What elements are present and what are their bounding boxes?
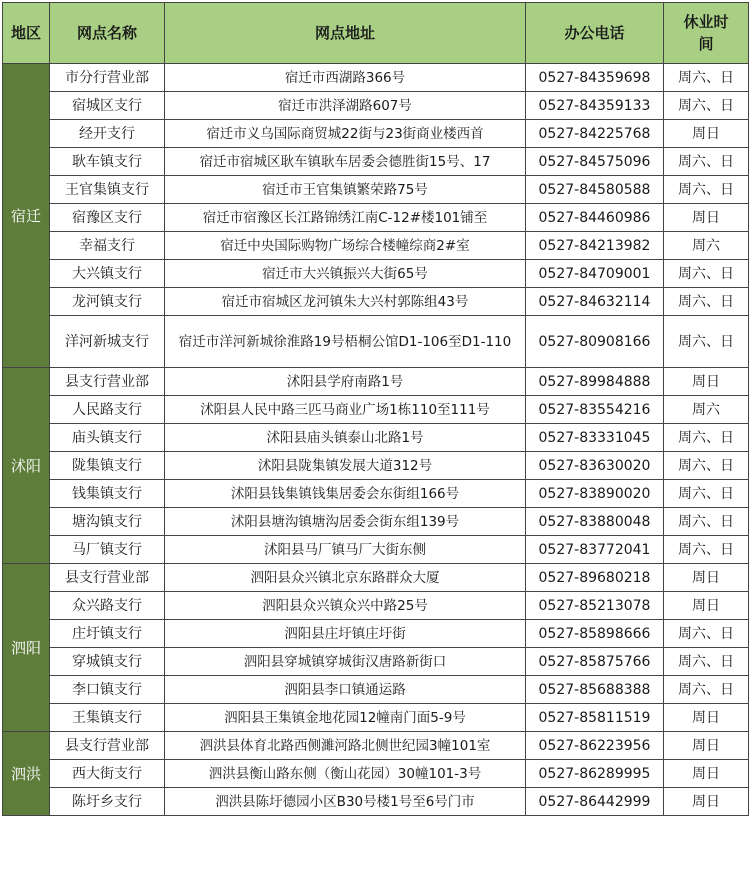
address-cell: 宿迁市宿豫区长江路锦绣江南C-12#楼101铺至: [165, 204, 526, 232]
branch-table: [2, 2, 749, 816]
closed-time-cell: 周日: [664, 564, 749, 592]
branch-name-cell: 庄圩镇支行: [50, 620, 165, 648]
branch-name-cell: 王集镇支行: [50, 704, 165, 732]
table-row: [3, 732, 749, 760]
branch-name-cell: 市分行营业部: [50, 64, 165, 92]
branch-name-cell: 大兴镇支行: [50, 260, 165, 288]
address-cell: 沭阳县庙头镇泰山北路1号: [165, 424, 526, 452]
table-row: [3, 536, 749, 564]
phone-cell: 0527-86223956: [526, 732, 664, 760]
closed-time-cell: 周日: [664, 592, 749, 620]
address-cell: 泗阳县众兴镇北京东路群众大厦: [165, 564, 526, 592]
address-cell: 泗阳县庄圩镇庄圩街: [165, 620, 526, 648]
table-row: [3, 424, 749, 452]
table-row: [3, 704, 749, 732]
phone-cell: 0527-84359698: [526, 64, 664, 92]
table-row: [3, 288, 749, 316]
header-row: [3, 3, 749, 64]
table-row: [3, 148, 749, 176]
address-cell: 泗阳县李口镇通运路: [165, 676, 526, 704]
branch-name-cell: 幸福支行: [50, 232, 165, 260]
table-row: [3, 480, 749, 508]
address-cell: 沭阳县马厂镇马厂大街东侧: [165, 536, 526, 564]
address-cell: 泗洪县陈圩德园小区B30号楼1号至6号门市: [165, 788, 526, 816]
header-branch-name: 网点名称: [50, 3, 165, 64]
phone-cell: 0527-89680218: [526, 564, 664, 592]
table-row: [3, 648, 749, 676]
address-cell: 宿迁市宿城区龙河镇朱大兴村郭陈组43号: [165, 288, 526, 316]
address-cell: 宿迁市王官集镇繁荣路75号: [165, 176, 526, 204]
branch-name-cell: 马厂镇支行: [50, 536, 165, 564]
phone-cell: 0527-83630020: [526, 452, 664, 480]
table-row: [3, 788, 749, 816]
closed-time-cell: 周六、日: [664, 316, 749, 368]
closed-time-cell: 周六、日: [664, 424, 749, 452]
phone-cell: 0527-83890020: [526, 480, 664, 508]
phone-cell: 0527-85898666: [526, 620, 664, 648]
phone-cell: 0527-86442999: [526, 788, 664, 816]
address-cell: 宿迁中央国际购物广场综合楼幢综商2#室: [165, 232, 526, 260]
table-row: [3, 592, 749, 620]
branch-name-cell: 耿车镇支行: [50, 148, 165, 176]
closed-time-cell: 周六、日: [664, 452, 749, 480]
address-cell: 沭阳县陇集镇发展大道312号: [165, 452, 526, 480]
closed-time-cell: 周六、日: [664, 176, 749, 204]
closed-time-cell: 周六、日: [664, 148, 749, 176]
phone-cell: 0527-84632114: [526, 288, 664, 316]
branch-name-cell: 县支行营业部: [50, 732, 165, 760]
table-row: [3, 176, 749, 204]
closed-time-cell: 周六、日: [664, 92, 749, 120]
phone-cell: 0527-84709001: [526, 260, 664, 288]
table-row: [3, 120, 749, 148]
closed-time-cell: 周六: [664, 396, 749, 424]
header-phone: 办公电话: [526, 3, 664, 64]
branch-name-cell: 人民路支行: [50, 396, 165, 424]
table-row: [3, 396, 749, 424]
branch-name-cell: 龙河镇支行: [50, 288, 165, 316]
branch-name-cell: 众兴路支行: [50, 592, 165, 620]
phone-cell: 0527-84460986: [526, 204, 664, 232]
branch-name-cell: 王官集镇支行: [50, 176, 165, 204]
phone-cell: 0527-84359133: [526, 92, 664, 120]
branch-name-cell: 陇集镇支行: [50, 452, 165, 480]
address-cell: 泗阳县众兴镇众兴中路25号: [165, 592, 526, 620]
branch-name-cell: 陈圩乡支行: [50, 788, 165, 816]
closed-time-cell: 周六、日: [664, 260, 749, 288]
table-row: [3, 760, 749, 788]
table-row: [3, 232, 749, 260]
branch-name-cell: 经开支行: [50, 120, 165, 148]
closed-time-cell: 周六、日: [664, 288, 749, 316]
table-row: [3, 92, 749, 120]
branch-name-cell: 宿城区支行: [50, 92, 165, 120]
phone-cell: 0527-83772041: [526, 536, 664, 564]
branch-name-cell: 宿豫区支行: [50, 204, 165, 232]
address-cell: 泗洪县体育北路西侧濉河路北侧世纪园3幢101室: [165, 732, 526, 760]
table-row: [3, 620, 749, 648]
table-row: [3, 260, 749, 288]
closed-time-cell: 周六、日: [664, 508, 749, 536]
table-row: [3, 676, 749, 704]
branch-name-cell: 塘沟镇支行: [50, 508, 165, 536]
address-cell: 宿迁市大兴镇振兴大街65号: [165, 260, 526, 288]
region-cell: 泗阳: [3, 564, 50, 732]
phone-cell: 0527-86289995: [526, 760, 664, 788]
closed-time-cell: 周日: [664, 704, 749, 732]
closed-time-cell: 周六: [664, 232, 749, 260]
address-cell: 沭阳县学府南路1号: [165, 368, 526, 396]
region-cell: 泗洪: [3, 732, 50, 816]
address-cell: 泗阳县穿城镇穿城街汉唐路新街口: [165, 648, 526, 676]
closed-time-cell: 周六、日: [664, 480, 749, 508]
phone-cell: 0527-83880048: [526, 508, 664, 536]
phone-cell: 0527-85875766: [526, 648, 664, 676]
phone-cell: 0527-85213078: [526, 592, 664, 620]
phone-cell: 0527-85811519: [526, 704, 664, 732]
address-cell: 宿迁市洋河新城徐淮路19号梧桐公馆D1-106至D1-110: [165, 316, 526, 368]
branch-name-cell: 钱集镇支行: [50, 480, 165, 508]
address-cell: 沭阳县钱集镇钱集居委会东街组166号: [165, 480, 526, 508]
table-row: [3, 564, 749, 592]
address-cell: 沭阳县人民中路三匹马商业广场1栋110至111号: [165, 396, 526, 424]
address-cell: 泗阳县王集镇金地花园12幢南门面5-9号: [165, 704, 526, 732]
phone-cell: 0527-84575096: [526, 148, 664, 176]
phone-cell: 0527-83554216: [526, 396, 664, 424]
address-cell: 宿迁市洪泽湖路607号: [165, 92, 526, 120]
header-address: 网点地址: [165, 3, 526, 64]
branch-name-cell: 穿城镇支行: [50, 648, 165, 676]
table-row: [3, 452, 749, 480]
branch-name-cell: 县支行营业部: [50, 564, 165, 592]
phone-cell: 0527-84213982: [526, 232, 664, 260]
closed-time-cell: 周日: [664, 204, 749, 232]
phone-cell: 0527-84580588: [526, 176, 664, 204]
address-cell: 宿迁市义乌国际商贸城22街与23街商业楼西首: [165, 120, 526, 148]
table-row: [3, 508, 749, 536]
phone-cell: 0527-83331045: [526, 424, 664, 452]
closed-time-cell: 周日: [664, 368, 749, 396]
branch-name-cell: 庙头镇支行: [50, 424, 165, 452]
branch-name-cell: 县支行营业部: [50, 368, 165, 396]
address-cell: 宿迁市宿城区耿车镇耿车居委会德胜街15号、17: [165, 148, 526, 176]
address-cell: 沭阳县塘沟镇塘沟居委会街东组139号: [165, 508, 526, 536]
closed-time-cell: 周六、日: [664, 536, 749, 564]
branch-table-container: [2, 2, 749, 816]
closed-time-cell: 周六、日: [664, 676, 749, 704]
address-cell: 宿迁市西湖路366号: [165, 64, 526, 92]
table-row: [3, 316, 749, 368]
branch-name-cell: 西大街支行: [50, 760, 165, 788]
closed-time-cell: 周六、日: [664, 64, 749, 92]
header-region: 地区: [3, 3, 50, 64]
closed-time-cell: 周日: [664, 760, 749, 788]
phone-cell: 0527-85688388: [526, 676, 664, 704]
table-row: [3, 64, 749, 92]
closed-time-cell: 周六、日: [664, 620, 749, 648]
branch-name-cell: 李口镇支行: [50, 676, 165, 704]
phone-cell: 0527-89984888: [526, 368, 664, 396]
phone-cell: 0527-84225768: [526, 120, 664, 148]
closed-time-cell: 周日: [664, 788, 749, 816]
table-body: [3, 64, 749, 816]
closed-time-cell: 周日: [664, 120, 749, 148]
closed-time-cell: 周日: [664, 732, 749, 760]
closed-time-cell: 周六、日: [664, 648, 749, 676]
region-cell: 沭阳: [3, 368, 50, 564]
table-row: [3, 204, 749, 232]
phone-cell: 0527-80908166: [526, 316, 664, 368]
region-cell: 宿迁: [3, 64, 50, 368]
table-row: [3, 368, 749, 396]
address-cell: 泗洪县衡山路东侧（衡山花园）30幢101-3号: [165, 760, 526, 788]
branch-name-cell: 洋河新城支行: [50, 316, 165, 368]
header-closed-time: 休业时间: [664, 3, 749, 64]
